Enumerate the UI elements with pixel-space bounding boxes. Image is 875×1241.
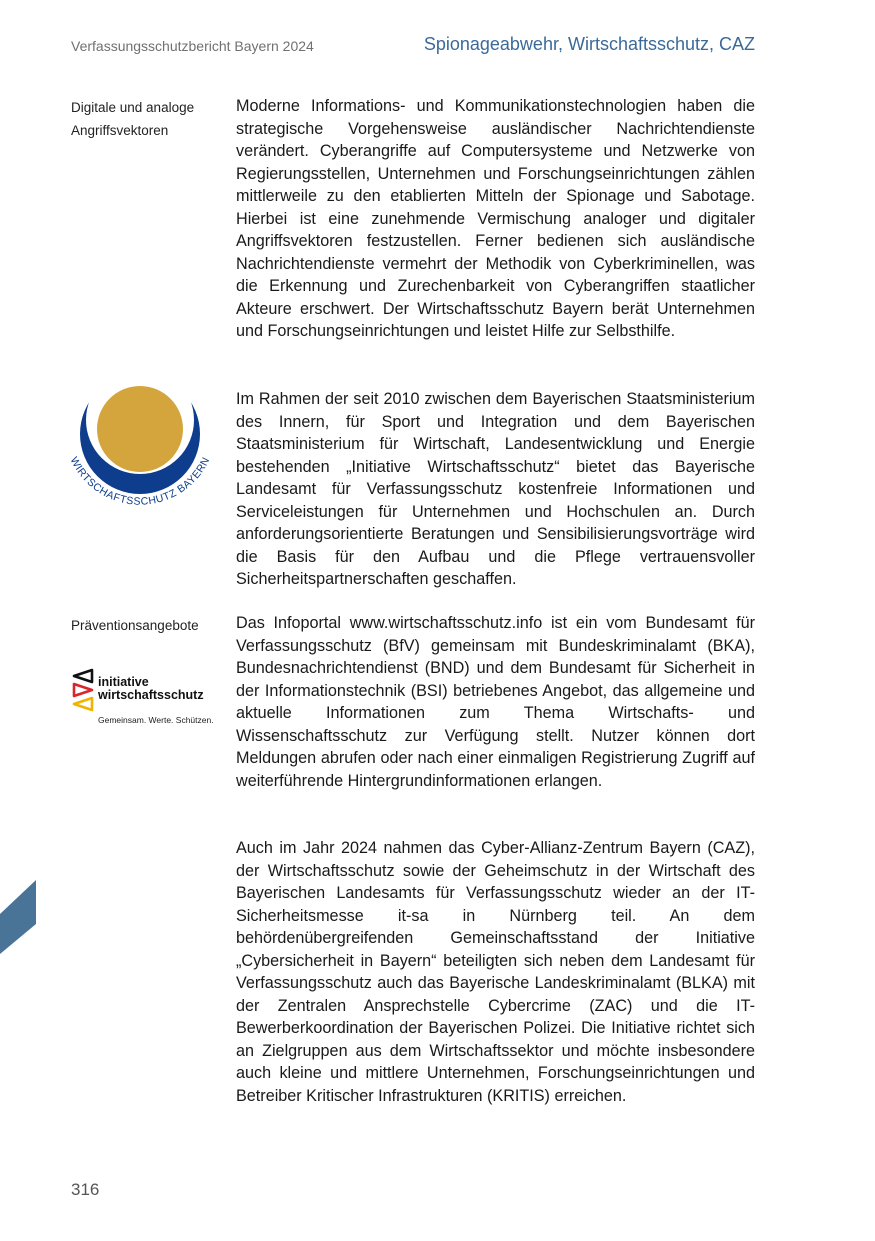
paragraph-infoportal: Das Infoportal www.wirtschaftsschutz.info ist ein vom Bundesamt für Verfassungsschutz (BfV) gemeinsam mit Bundeskriminalamt (BKA), Bundesnachrichtendienst (BND) und dem Bundesamt für Sicherheit in der Informationstechnik (BSI) betriebenes Angebot, das allgemeine und aktuelle Informationen zum Thema Wirtschafts- und Wissenschaftsschutz zur Verfügung stellt. Nutzer können dort Meldungen abrufen oder nach einer einmaligen Registrierung Zugriff auf weiterführende Hintergrundinformationen erlangen. (236, 614, 755, 790)
side-tab-shape (0, 880, 36, 954)
triangle-gold (74, 698, 92, 710)
initiative-wordmark-line1: initiative (98, 675, 149, 689)
page-number: 316 (71, 1180, 100, 1199)
margin-note-angriffsvektoren (71, 96, 221, 142)
paragraph-angriffsvektoren: Moderne Informations- und Kommunikationstechnologien haben die strategische Vorgehensweise ausländischer Nachrichtendienste verändert. Cyberangriffe auf Computersysteme und Netzwerke von Regierungsstellen, Unternehmen und Forschungseinrichtungen zählen mittlerweile zu den etablierten Mitteln der Spionage und Sabotage. Hierbei ist eine zunehmende Vermischung analoger und digitaler Angriffsvektoren festzustellen. Ferner bedienen sich ausländische Nachrichtendienste vermehrt der Methodik von Cyberkriminellen, was die Erkennung und Zurechenbarkeit von Cyberangriffen staatlicher Akteure erschwert. Der Wirtschaftsschutz Bayern berät Unternehmen und Forschungseinrichtungen und leistet Hilfe zur Selbsthilfe. (236, 97, 755, 340)
logo-sun-disc (97, 386, 183, 472)
triangle-red (74, 684, 92, 696)
chapter-side-tab (0, 880, 36, 954)
initiative-triangle-icon (70, 666, 96, 714)
margin-note-praevention: Präventionsangebote (71, 618, 199, 633)
initiative-wirtschaftsschutz-logo (70, 666, 220, 730)
margin-note-line: Digitale und analoge (71, 100, 195, 115)
margin-note-line: Angriffsvektoren (71, 123, 169, 138)
wirtschaftsschutz-bayern-logo (66, 385, 216, 520)
logo-arc-text: WIRTSCHAFTSSCHUTZ BAYERN (67, 455, 213, 508)
running-header-title: Verfassungsschutzbericht Bayern 2024 (71, 38, 314, 54)
paragraph-initiative: Im Rahmen der seit 2010 zwischen dem Bayerischen Staatsministerium des Innern, für Sport und Integration und dem Bayerischen Staatsministerium für Wirtschaft, Landesentwicklung und Energie bestehenden „Initiative Wirtschaftsschutz“ bietet das Bayerische Landesamt für Verfassungsschutz kostenfreie Informationen und Serviceleistungen für Unternehmen und Hochschulen an. Durch anforderungsorientierte Beratungen und Sensibilisierungsvorträge wird die Basis für den Aufbau und die Pflege vertrauensvoller Sicherheitspartnerschaften geschaffen. (236, 390, 755, 588)
triangle-black (74, 670, 92, 682)
wirtschaftsschutz-bayern-emblem (66, 385, 216, 520)
paragraph-it-sa: Auch im Jahr 2024 nahmen das Cyber-Allianz-Zentrum Bayern (CAZ), der Wirtschaftsschutz sowie der Geheimschutz in der Wirtschaft des Bayerischen Landesamts für Verfassungsschutz wieder an der IT-Sicherheitsmesse it-sa in Nürnberg teil. An dem behördenübergreifenden Gemeinschaftsstand der Initiative „Cybersicherheit in Bayern“ beteiligten sich neben dem Landesamt für Verfassungsschutz auch das Bayerische Landeskriminalamt (BLKA) mit der Zentralen Ansprechstelle Cybercrime (ZAC) und die IT-Bewerberkoordination der Bayerischen Polizei. Die Initiative richtet sich an Zielgruppen aus dem Wirtschaftssektor und möchte insbesondere auch kleine und mittlere Unternehmen, Forschungseinrichtungen und Betreiber Kritischer Infrastrukturen (KRITIS) erreichen. (236, 839, 755, 1105)
initiative-slogan: Gemeinsam. Werte. Schützen. (98, 715, 214, 725)
initiative-wordmark-line2: wirtschaftsschutz (98, 688, 204, 702)
running-header-section: Spionageabwehr, Wirtschaftsschutz, CAZ (423, 34, 755, 54)
